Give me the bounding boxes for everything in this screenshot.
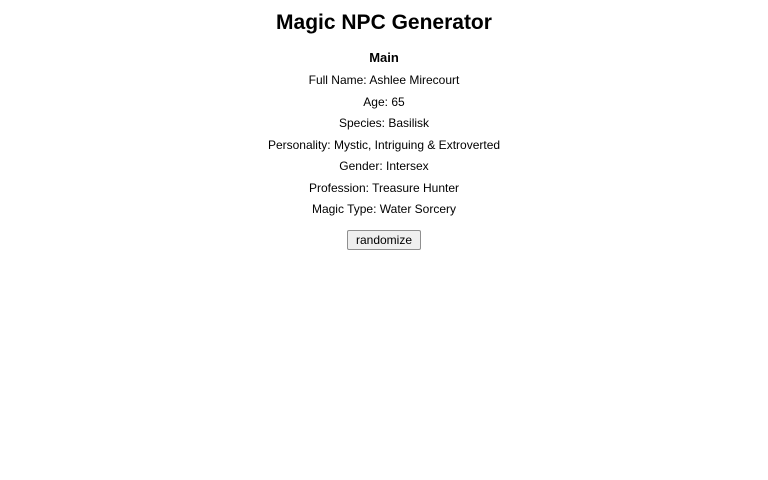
randomize-button[interactable]: randomize xyxy=(347,230,421,250)
npc-field-value: Ashlee Mirecourt xyxy=(369,73,460,87)
npc-fields-list xyxy=(0,73,768,216)
npc-field-label: Personality: xyxy=(267,137,331,152)
npc-field-label: Magic Type: xyxy=(311,202,377,216)
npc-field-label: Age: xyxy=(363,94,388,109)
page-title: Magic NPC Generator xyxy=(276,11,492,34)
npc-field-value: 65 xyxy=(391,94,405,109)
npc-field-value: Mystic, Intriguing & Extroverted xyxy=(333,137,501,152)
npc-field-gender xyxy=(0,159,768,173)
npc-field-label: Full Name: xyxy=(308,73,367,87)
npc-field-label: Profession: xyxy=(308,180,369,195)
npc-field-value: Treasure Hunter xyxy=(372,180,460,195)
npc-field-species xyxy=(0,116,768,130)
npc-generator-page xyxy=(0,12,768,250)
section-heading-main: Main xyxy=(369,50,399,65)
npc-field-personality xyxy=(0,138,768,152)
npc-field-profession xyxy=(0,181,768,195)
npc-field-value: Basilisk xyxy=(388,116,430,130)
npc-field-magic-type xyxy=(0,202,768,216)
npc-field-age xyxy=(0,95,768,109)
npc-field-label: Species: xyxy=(338,116,385,130)
npc-field-value: Water Sorcery xyxy=(379,202,457,216)
npc-field-full-name xyxy=(0,73,768,87)
npc-field-label: Gender: xyxy=(339,159,383,173)
npc-field-value: Intersex xyxy=(386,159,429,173)
